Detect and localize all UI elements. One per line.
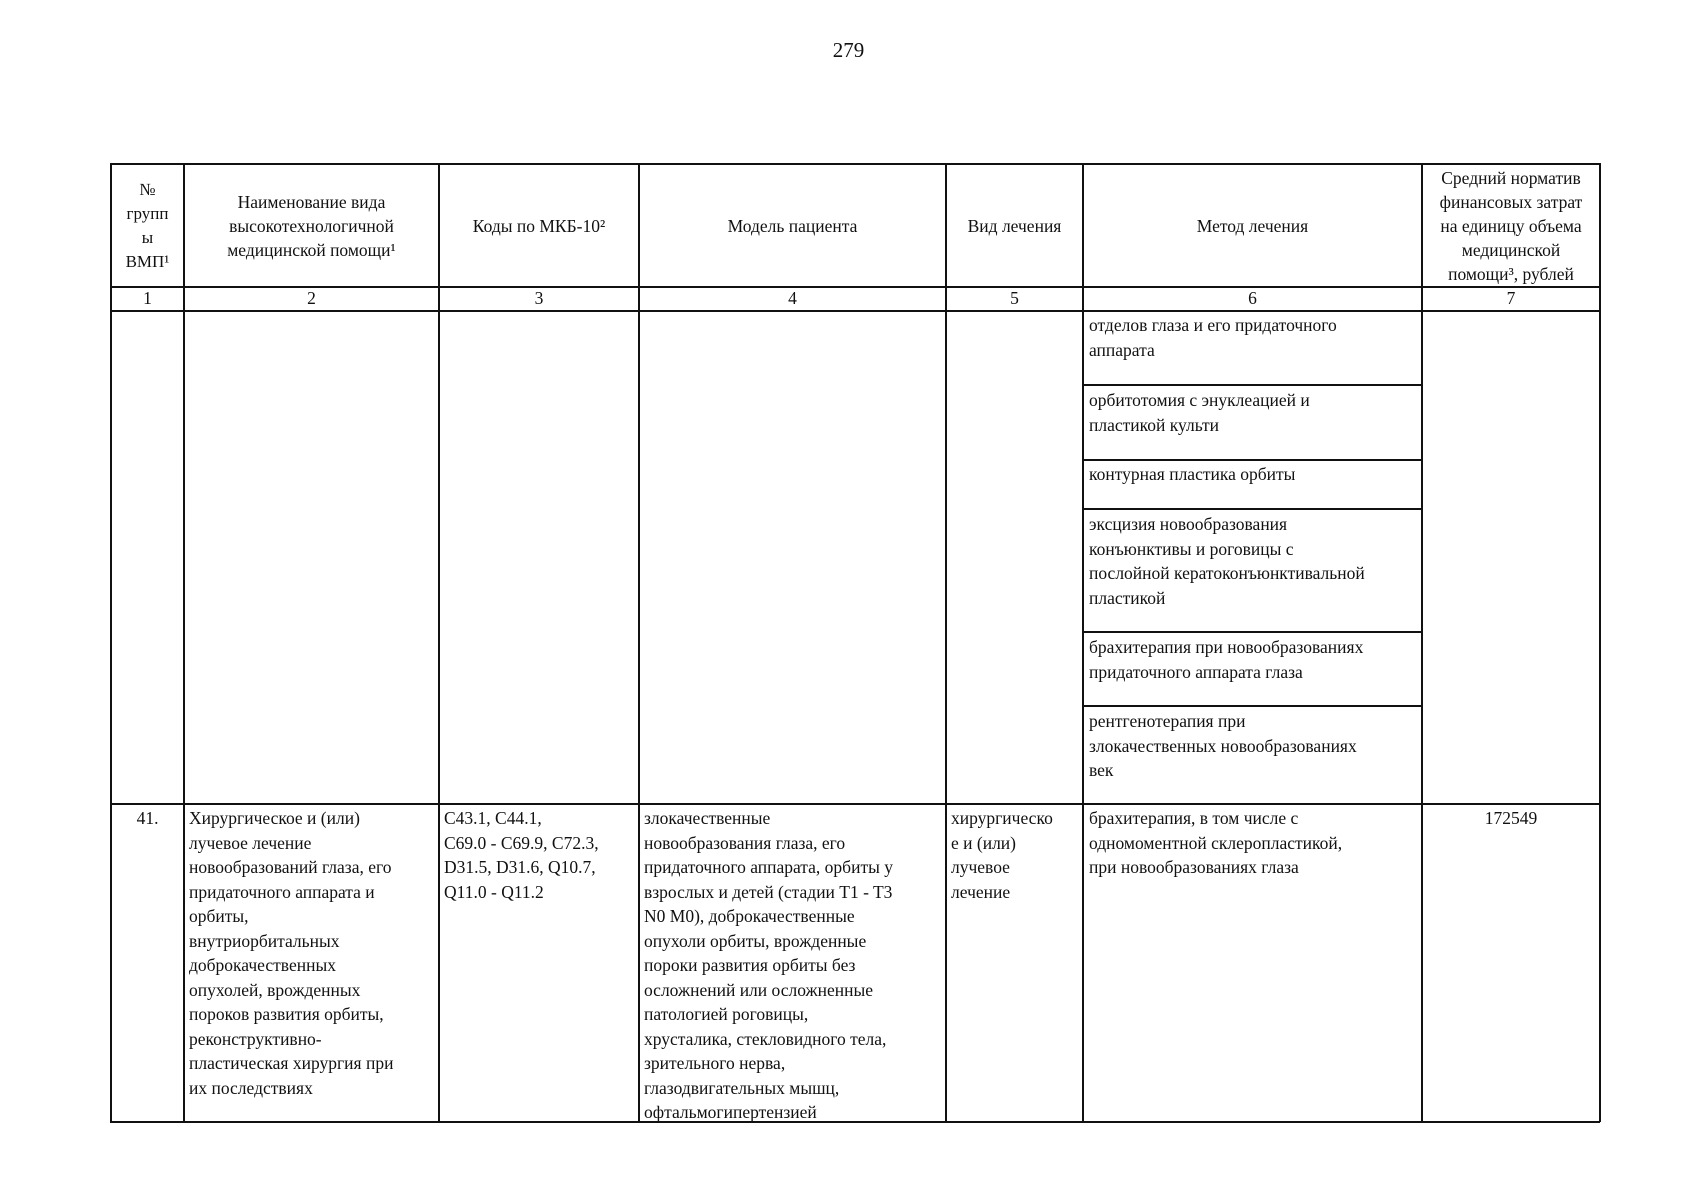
row-41-codes: C43.1, C44.1, C69.0 - C69.9, C72.3, D31.5, D31.6, Q10.7, Q11.0 - Q11.2: [444, 808, 599, 902]
column-number: 5: [1010, 288, 1019, 308]
table-line: [1599, 163, 1601, 1122]
table-line: [1082, 705, 1422, 707]
header-treatment-type: Вид лечения: [967, 216, 1062, 236]
page-number: 279: [832, 38, 865, 62]
table-line: [1082, 508, 1422, 510]
column-number: 7: [1506, 288, 1516, 308]
table-line: [110, 310, 1600, 312]
header-patient-model: Модель пациента: [727, 216, 858, 236]
column-number: 2: [307, 288, 316, 308]
row-41-patient-model: злокачественные новообразования глаза, его придаточного аппарата, орбиты у взрослых и детей (стадии T1 - T3 N0 M0), доброкачественные опухоли орбиты, врожденные пороки развития орбиты без осложнений или осложненные патологией роговицы, хрусталика, стекловидного тела, зрительного нерва, глазодвигательных мышц, офтальмогипертензией: [644, 808, 893, 1122]
header-average-cost: Средний норматив финансовых затрат на единицу объема медицинской помощи³, рублей: [1439, 168, 1583, 284]
header-treatment-method: Метод лечения: [1196, 216, 1309, 236]
row-41-method: брахитерапия, в том числе с одномоментной склеропластикой, при новообразованиях глаза: [1089, 808, 1343, 877]
table-line: [110, 163, 1600, 165]
header-group-number: № групп ы ВМП¹: [125, 180, 170, 271]
header-icd-codes: Коды по МКБ-10²: [472, 216, 606, 236]
header-care-type-name: Наименование вида высокотехнологичной медицинской помощи¹: [227, 192, 396, 260]
method-excision: эксцизия новообразования конъюнктивы и роговицы с послойной кератоконъюнктивальной пластикой: [1089, 514, 1365, 608]
method-x-ray-therapy: рентгенотерапия при злокачественных новообразованиях век: [1089, 711, 1357, 780]
row-41-cost: 172549: [1484, 808, 1538, 828]
column-number: 4: [788, 288, 797, 308]
column-number: 6: [1248, 288, 1257, 308]
method-orbitotomy: орбитотомия с энуклеацией и пластикой культи: [1089, 390, 1310, 435]
row-41-treatment-type: хирургическо е и (или) лучевое лечение: [951, 808, 1053, 902]
table-line: [110, 803, 1600, 805]
row-41-name: Хирургическое и (или) лучевое лечение новообразований глаза, его придаточного аппарата и орбиты, внутриорбитальных доброкачественных опухолей, врожденных пороков развития орбиты, реконструктивно- пластическая хирургия при их последствиях: [189, 808, 394, 1098]
method-brachytherapy-adnexa: брахитерапия при новообразованиях придаточного аппарата глаза: [1089, 637, 1364, 682]
table-line: [1082, 384, 1422, 386]
column-number: 3: [534, 288, 544, 308]
column-number: 1: [143, 288, 152, 308]
method-contour-plasty: контурная пластика орбиты: [1089, 464, 1296, 484]
table-line: [1082, 459, 1422, 461]
method-continuation: отделов глаза и его придаточного аппарата: [1089, 315, 1337, 360]
table-line: [1082, 631, 1422, 633]
row-41-group: 41.: [136, 808, 159, 828]
